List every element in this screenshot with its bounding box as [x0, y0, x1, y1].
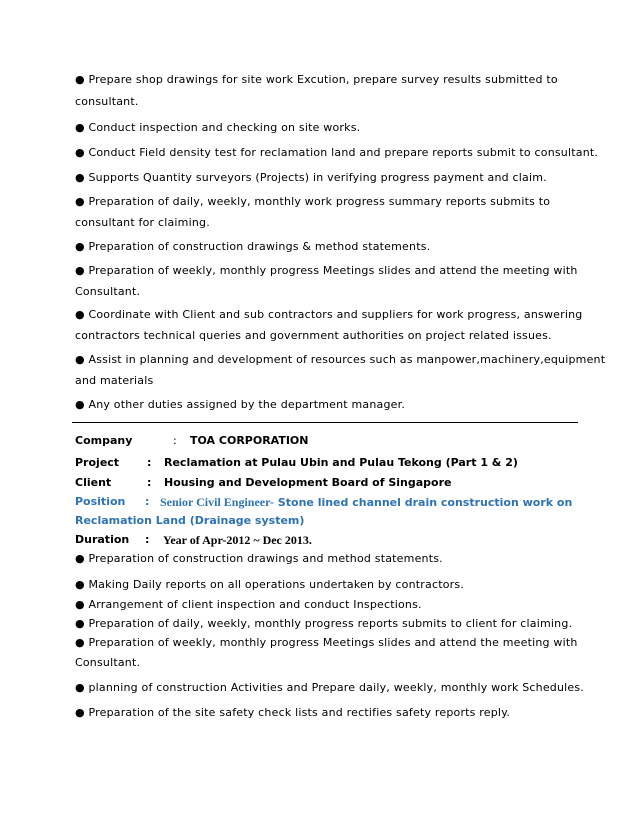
duration-label: Duration: [75, 533, 130, 546]
duration-value: Year of Apr-2012 ~ Dec 2013.: [163, 533, 312, 547]
position-colon: :: [145, 495, 150, 508]
job-duty-line: ● Preparation of the site safety check lists and rectifies safety reports reply.: [75, 706, 511, 719]
job-duty-line: ● Arrangement of client inspection and conduct Inspections.: [75, 598, 422, 611]
duty-line: Consultant.: [75, 285, 141, 298]
project-colon: :: [147, 456, 152, 469]
duty-line: ● Coordinate with Client and sub contractors and suppliers for work progress, answering: [75, 308, 583, 321]
position-description: Stone lined channel drain construction work on: [274, 496, 573, 509]
job-duty-line: ● Making Daily reports on all operations undertaken by contractors.: [75, 578, 464, 591]
company-label: Company: [75, 434, 133, 447]
duty-line: ● Prepare shop drawings for site work Excution, prepare survey results submitted to: [75, 73, 558, 86]
job-duty-line: ● Preparation of daily, weekly, monthly progress reports submits to client for claiming.: [75, 617, 573, 630]
position-value: [160, 495, 572, 510]
company-colon: :: [173, 434, 177, 447]
duty-line: consultant for claiming.: [75, 216, 210, 229]
client-value: Housing and Development Board of Singapore: [164, 476, 452, 489]
duty-line: ● Conduct inspection and checking on site works.: [75, 121, 361, 134]
position-label: Position: [75, 495, 126, 508]
duty-line: consultant.: [75, 95, 139, 108]
duty-line: ● Any other duties assigned by the department manager.: [75, 398, 406, 411]
client-label: Client: [75, 476, 112, 489]
duty-line: ● Preparation of construction drawings & method statements.: [75, 240, 431, 253]
duty-line: ● Preparation of weekly, monthly progress Meetings slides and attend the meeting with: [75, 264, 578, 277]
job-duty-line: ● Preparation of weekly, monthly progress Meetings slides and attend the meeting with: [75, 636, 578, 649]
duty-line: ● Conduct Field density test for reclamation land and prepare reports submit to consultant.: [75, 146, 599, 159]
company-value: TOA CORPORATION: [190, 434, 309, 447]
job-duty-line: ● Preparation of construction drawings and method statements.: [75, 552, 443, 565]
duty-line: and materials: [75, 374, 154, 387]
duty-line: contractors technical queries and government authorities on project related issues.: [75, 329, 552, 342]
duty-line: ● Assist in planning and development of resources such as manpower,machinery,equipment: [75, 353, 606, 366]
project-value: Reclamation at Pulau Ubin and Pulau Tekong (Part 1 & 2): [164, 456, 518, 469]
section-divider: [72, 422, 578, 423]
client-colon: :: [147, 476, 152, 489]
duration-colon: :: [145, 533, 150, 546]
project-label: Project: [75, 456, 120, 469]
job-duty-line: ● planning of construction Activities and Prepare daily, weekly, monthly work Schedules.: [75, 681, 585, 694]
position-title: Senior Civil Engineer-: [160, 495, 274, 509]
job-duty-line: Consultant.: [75, 656, 141, 669]
duty-line: ● Supports Quantity surveyors (Projects) in verifying progress payment and claim.: [75, 171, 547, 184]
position-description-line2: Reclamation Land (Drainage system): [75, 514, 305, 527]
duty-line: ● Preparation of daily, weekly, monthly work progress summary reports submits to: [75, 195, 551, 208]
